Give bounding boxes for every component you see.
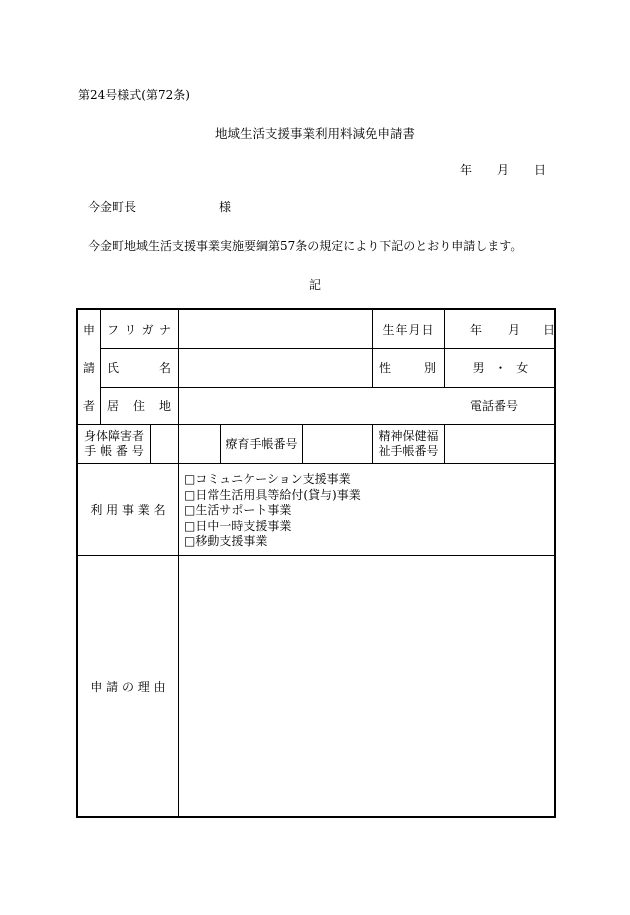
mental-handbook-label [373,424,444,463]
service-option-communication[interactable]: □コミュニケーション支援事業 [184,472,351,486]
address-label-char: 居 [107,399,120,413]
name-label [107,348,171,387]
gender-label-char: 性 [379,361,392,375]
addressee: 今金町長 [88,200,137,214]
gender-label-char: 別 [423,361,436,375]
address-label [107,387,171,424]
honorific: 様 [219,200,232,214]
ryoiku-handbook-label: 療育手帳番号 [225,437,298,451]
furigana-label-char: ナ [158,322,171,337]
furigana-input[interactable] [179,310,372,348]
gender-select[interactable]: 男 ・ 女 [472,361,529,375]
date-year-label: 年 [460,163,473,177]
furigana-label-char: ガ [141,322,154,337]
date-month-label: 月 [497,163,510,177]
service-checklist [184,472,361,550]
service-option-daily-equipment[interactable]: □日常生活用具等給付(貸与)事業 [184,487,361,502]
mental-label-line: 精神保健福 [378,428,439,443]
applicant-label-char: 申 [82,322,95,337]
mental-label-line: 祉手帳番号 [378,443,439,458]
service-option-day-support[interactable]: □日中一時支援事業 [184,518,292,533]
birthdate-input[interactable] [445,310,556,348]
disability-handbook-input[interactable] [151,424,220,463]
address-label-char: 住 [132,399,145,413]
birth-year-label: 年 [470,322,483,337]
gender-label [379,348,436,387]
service-label: 利 用 事 業 名 [90,502,166,517]
disability-handbook-label [78,424,150,463]
applicant-label-char: 請 [82,361,95,375]
furigana-label-char: リ [124,322,137,337]
furigana-label [107,310,171,348]
application-form [76,308,556,818]
document-title: 地域生活支援事業利用料減免申請書 [214,126,415,141]
disability-label-line: 身体障害者 [83,428,144,443]
service-option-mobility[interactable]: □移動支援事業 [184,534,268,548]
phone-label: 電話番号 [469,399,518,413]
address-label-char: 地 [158,399,171,413]
birth-day-label: 日 [543,322,556,337]
date-day-label: 日 [534,163,547,177]
birth-month-label: 月 [508,322,521,337]
body-text: 今金町地域生活支援事業実施要綱第57条の規定により下記のとおり申請します。 [88,239,523,253]
mental-handbook-input[interactable] [445,424,556,463]
service-option-life-support[interactable]: □生活サポート事業 [184,503,292,517]
applicant-label-char: 者 [82,399,95,413]
reason-input[interactable] [179,556,556,818]
ryoiku-handbook-input[interactable] [303,424,372,463]
reason-label: 申 請 の 理 由 [90,680,166,694]
disability-label-line: 手 帳 番 号 [84,443,144,458]
ki-marker: 記 [308,278,321,292]
name-input[interactable] [179,348,372,387]
birthdate-label: 生年月日 [382,322,435,337]
name-label-char: 名 [158,361,171,375]
form-number: 第24号様式(第72条) [78,88,190,102]
furigana-label-char: フ [107,322,120,337]
name-label-char: 氏 [107,361,120,375]
